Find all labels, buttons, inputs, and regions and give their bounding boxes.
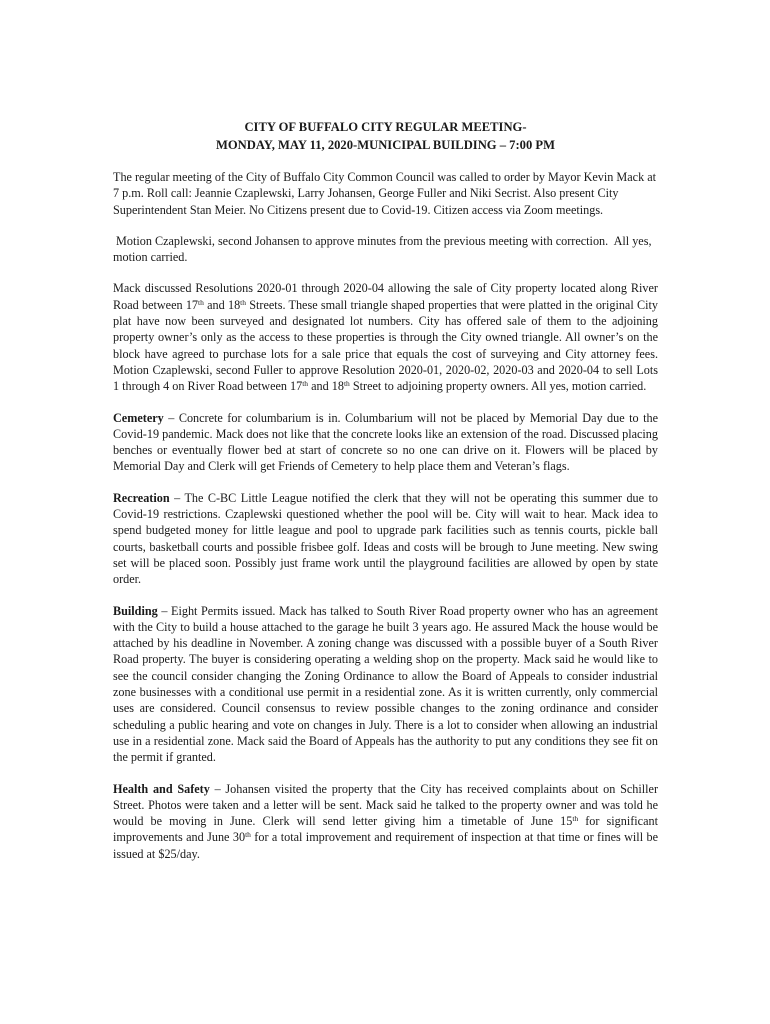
ordinal-suffix: th [343,379,350,389]
building-text: – Eight Permits issued. Mack has talked to South River Road property owner who has an agreement with the City to build a house attached to the garage he built 3 years ago. He assured Mack the house would be attached by his deadline in November. A zoning change was discussed with a possible buyer of a South River Road property. The buyer is considering operating a welding shop on the property. Mack said he would like to see the council consider changing the Zoning Ordinance to allow the Board of Appeals to consider industrial zone businesses with a conditional use permit in a residential zone. As it is written currently, only commercial uses are considered. Council consensus to review possible changes to the zoning ordinance and consider scheduling a public hearing and vote on changes in July. There is a lot to consider when allowing an industrial use in a residential zone. Mack said the Board of Appeals has the authority to put any conditions they see fit on the permit if granted. [113,603,658,765]
section-heading-health-and-safety: Health and Safety [113,781,210,796]
resolutions-text-4: and 18 [308,379,344,394]
ordinal-suffix: th [245,830,251,840]
resolutions-text-5: Street to adjoining property owners. All yes, motion carried. [349,379,647,394]
recreation-text: – The C-BC Little League notified the clerk that they will not be operating this summer due to Covid-19 restrictions. Czaplewski questioned whether the pool will be. City will wait to hear. Mack idea to spend budgeted money for little league and pool to upgrade park facilities such as tennis courts, pickle ball courts, basketball courts and possible frisbee golf. Ideas and costs will be brough to June meeting. New swing set will be placed soon. Possibly just frame work until the playground facilities are allowed by open by state order. [113,490,658,587]
paragraph-cemetery [113,410,658,475]
paragraph-minutes: Motion Czaplewski, second Johansen to approve minutes from the previous meeting with correction. All yes, motion carried. [113,233,655,265]
section-heading-building: Building [113,603,158,618]
title-line-1: CITY OF BUFFALO CITY REGULAR MEETING- [244,120,527,134]
health-safety-text-3: for a total improvement and requirement of inspection at that time or fines will be issued at $25/day. [113,830,658,861]
resolutions-text-1: Mack discussed Resolutions 2020-01 through 2020-04 allowing the sale of City property located along River Road between 17 [113,281,658,312]
section-heading-cemetery: Cemetery [113,410,164,425]
resolutions-text-3: Streets. These small triangle shaped properties that were platted in the original City plat have now been surveyed and designated lot numbers. City has offered sale of them to the adjoining property owner’s only as the access to these properties is through the City owned triangle. All owner’s on the block have agreed to purchase lots for a sale price that equals the cost of surveying and City attorney fees. Motion Czaplewski, second Fuller to approve Resolution 2020-01, 2020-02, 2020-03 and 2020-04 to sell Lots 1 through 4 on River Road between 17 [113,297,658,394]
ordinal-suffix: th [198,297,204,307]
ordinal-suffix: th [302,379,309,389]
paragraph-health-and-safety [113,781,658,862]
resolutions-text-2: and 18 [203,297,241,312]
paragraph-recreation [113,490,658,588]
paragraph-call-to-order: The regular meeting of the City of Buffalo City Common Council was called to order by Mayor Kevin Mack at 7 p.m. Roll call: Jeannie Czaplewski, Larry Johansen, George Fuller and Niki Secrist. Also present City Superintendent Stan Meier. No Citizens present due to Covid-19. Citizen access via Zoom meetings. [113,170,657,217]
paragraph-building [113,603,658,766]
document-title [113,118,658,154]
section-heading-recreation: Recreation [113,490,170,505]
paragraph-resolutions [113,280,658,394]
title-line-2: MONDAY, MAY 11, 2020-MUNICIPAL BUILDING – 7:00 PM [216,138,555,152]
health-safety-text-1: – Johansen visited the property that the City has received complaints about on Schiller Street. Photos were taken and a letter will be sent. Mack said he talked to the property owner and was told he would be moving in June. Clerk will send letter giving him a timetable of June 15 [113,781,658,829]
ordinal-suffix: th [572,814,579,824]
document-page [113,118,658,877]
cemetery-text: – Concrete for columbarium is in. Columbarium will not be placed by Memorial Day due to the Covid-19 pandemic. Mack does not like that the concrete looks like an extension of the road. Discussed placing benches or eventually flower bed at start of concrete so no one can drive on it. Flowers will be placed by Memorial Day and Clerk will get Friends of Cemetery to help place them and Veteran’s flags. [113,410,658,474]
ordinal-suffix: th [240,297,247,307]
health-safety-text-2: for significant improvements and June 30 [113,814,658,845]
